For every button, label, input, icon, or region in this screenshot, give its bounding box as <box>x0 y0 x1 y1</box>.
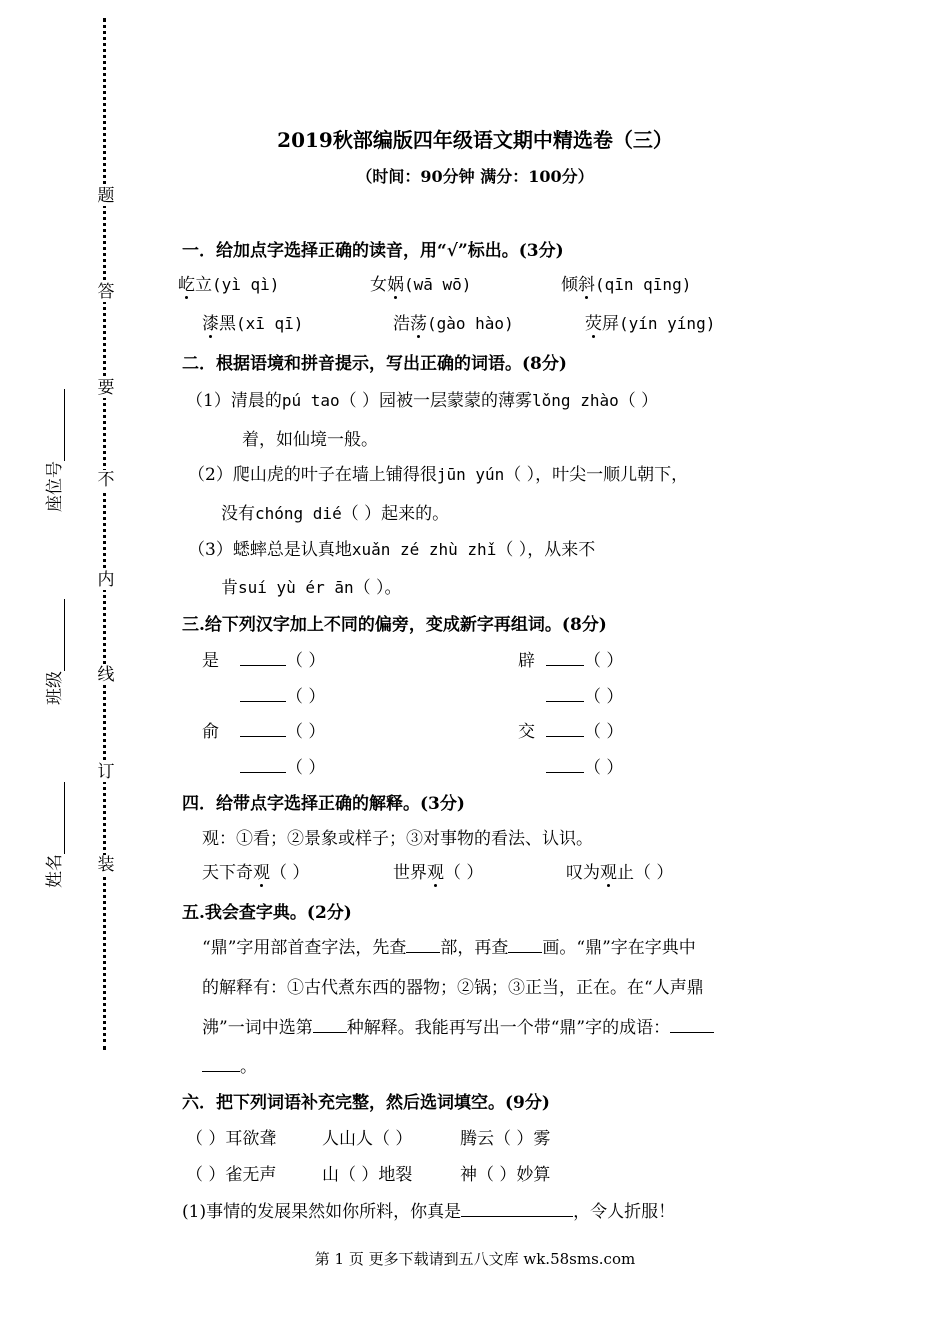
margin-char-1: 题 <box>97 186 115 206</box>
margin-char-2: 答 <box>97 282 115 302</box>
sec6-question-1: (1)事情的发展果然如你所料，你真是 ，令人折服！ <box>182 1202 676 1222</box>
sec3-row-2-right[interactable]: （ ） <box>546 682 623 707</box>
sec6-q1-blank[interactable] <box>461 1202 573 1217</box>
margin-char-8: 装 <box>97 855 115 875</box>
seat-number-blank[interactable] <box>48 389 65 461</box>
sec4-item-1[interactable]: 天下奇观（ ） <box>202 863 310 883</box>
sec2-line-2: 着，如仙境一般。 <box>242 430 378 450</box>
section-1-heading: 一．给加点字选择正确的读音，用“√”标出。(3分) <box>182 241 564 261</box>
sec3-row-3-right[interactable]: （ ） <box>546 717 623 742</box>
sec6-r2-b[interactable]: 山（ ）地裂 <box>322 1165 413 1185</box>
page-subtitle: （时间：90分钟 满分：100分） <box>356 167 594 186</box>
margin-char-6: 线 <box>97 665 115 685</box>
section-3-heading: 三.给下列汉字加上不同的偏旁，变成新字再组词。(8分) <box>182 615 607 635</box>
class-blank[interactable] <box>48 599 65 671</box>
sec3-char-4: 交 <box>518 722 535 742</box>
margin-char-7: 订 <box>97 762 115 782</box>
meaning-blank[interactable] <box>313 1018 347 1033</box>
sec4-definition: 观：①看；②景象或样子；③对事物的看法、认识。 <box>202 829 593 849</box>
seat-number-label: 座位号 <box>45 461 65 512</box>
sec1-item-1: 屹立(yì qì) <box>178 275 280 295</box>
sec3-row-4-right[interactable]: （ ） <box>546 753 623 778</box>
sec2-line-1: （1）清晨的pú tao（ ）园被一层蒙蒙的薄雾lǒng zhào（ ） <box>186 391 659 411</box>
idiom-blank-1[interactable] <box>670 1018 714 1033</box>
section-6-heading: 六．把下列词语补充完整，然后选词填空。(9分) <box>182 1093 550 1113</box>
sec5-line-1: “鼎”字用部首查字法，先查 部，再查 画。“鼎”字在字典中 <box>202 938 696 958</box>
sec6-r2-c[interactable]: 神（ ）妙算 <box>460 1165 551 1185</box>
sec3-row-1-right[interactable]: （ ） <box>546 646 623 671</box>
sec3-row-1-left[interactable]: （ ） <box>240 646 325 671</box>
class-label: 班级 <box>45 671 65 705</box>
margin-char-5: 内 <box>97 570 115 590</box>
margin-char-3: 要 <box>97 378 115 398</box>
sec3-char-2: 辟 <box>518 651 535 671</box>
sec6-r1-a[interactable]: （ ）耳欲聋 <box>186 1129 277 1149</box>
sec5-line-4: 。 <box>202 1052 257 1077</box>
section-4-heading: 四．给带点字选择正确的解释。(3分) <box>182 794 465 814</box>
sec4-item-2[interactable]: 世界观（ ） <box>393 863 484 883</box>
class-field[interactable] <box>40 599 65 705</box>
sec4-item-3[interactable]: 叹为观止（ ） <box>566 863 674 883</box>
name-field[interactable] <box>40 782 65 888</box>
sec3-row-2-left[interactable]: （ ） <box>240 682 325 707</box>
sec2-line-6: 肯suí yù ér ān（ ）。 <box>221 578 402 598</box>
page-footer: 第 1 页 更多下载请到五八文库 wk.58sms.com <box>314 1250 636 1268</box>
name-blank[interactable] <box>48 782 65 854</box>
sec1-item-4: 漆黑(xī qī) <box>202 314 304 334</box>
strokes-blank[interactable] <box>508 938 542 953</box>
sec1-item-2: 女娲(wā wō) <box>370 275 472 295</box>
margin-char-4: 不 <box>97 470 115 490</box>
page-title: 2019秋部编版四年级语文期中精选卷（三） <box>277 128 673 152</box>
sec3-row-4-left[interactable]: （ ） <box>240 753 325 778</box>
sec6-r1-c[interactable]: 腾云（ ）雾 <box>460 1129 551 1149</box>
sec1-item-6: 荧屏(yín yíng) <box>585 314 716 334</box>
sec1-item-5: 浩荡(gào hào) <box>393 314 514 334</box>
sec5-line-3: 沸”一词中选第 种解释。我能再写出一个带“鼎”字的成语： <box>202 1013 714 1038</box>
sec3-char-1: 是 <box>202 651 219 671</box>
sec6-r1-b[interactable]: 人山人（ ） <box>322 1129 413 1149</box>
section-5-heading: 五.我会查字典。(2分) <box>182 903 352 923</box>
seat-number-field[interactable] <box>40 389 65 512</box>
idiom-blank-2[interactable] <box>202 1057 240 1072</box>
sec2-line-5: （3）蟋蟀总是认真地xuǎn zé zhù zhǐ（ ），从来不 <box>188 540 596 560</box>
sec2-line-3: （2）爬山虎的叶子在墙上铺得很jūn yún（ ），叶尖一顺儿朝下， <box>188 465 689 485</box>
sec3-row-3-left[interactable]: （ ） <box>240 717 325 742</box>
sec6-r2-a[interactable]: （ ）雀无声 <box>186 1165 277 1185</box>
sec5-line-2: 的解释有：①古代煮东西的器物；②锅；③正当，正在。在“人声鼎 <box>202 978 704 998</box>
sec1-item-3: 倾斜(qīn qīng) <box>561 275 692 295</box>
name-label: 姓名 <box>45 854 65 888</box>
radical-blank[interactable] <box>406 938 440 953</box>
sec2-line-4: 没有chóng dié（ ）起来的。 <box>221 504 450 524</box>
sec3-char-3: 俞 <box>202 722 219 742</box>
section-2-heading: 二．根据语境和拼音提示，写出正确的词语。(8分) <box>182 354 567 374</box>
